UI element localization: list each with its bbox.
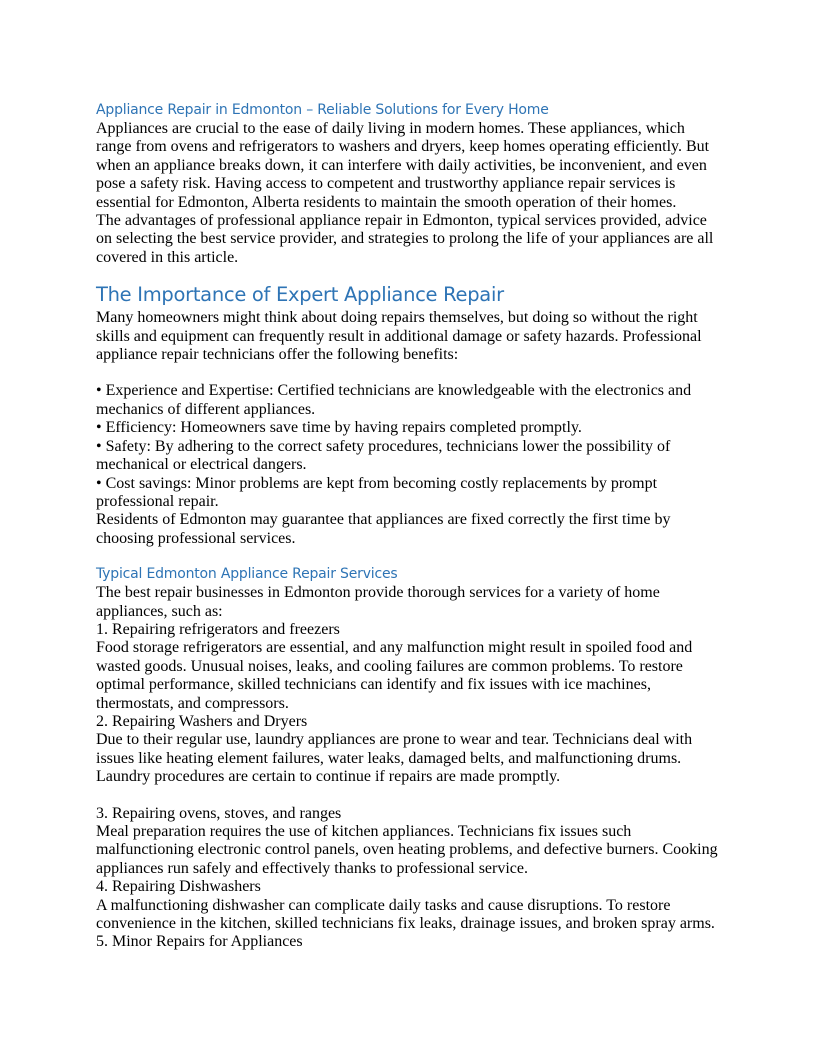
services-intro-paragraph: The best repair businesses in Edmonton provide thorough services for a variety of home appliances, such as: (96, 584, 660, 620)
service-title-dishwashers: 4. Repairing Dishwashers (96, 878, 261, 896)
service-text-refrigerators: Food storage refrigerators are essential, and any malfunction might result in spoiled food and wasted goods. Unusual noises, leaks, and cooling failures are common problems. To restore optimal performance, skilled technicians can identify and fix issues with ice machines, thermostats, and compressors. (96, 639, 693, 712)
service-text-ovens-stoves: Meal preparation requires the use of kitchen appliances. Technicians fix issues such malfunctioning electronic control panels, oven heating problems, and defective burners. Cooking appliances run safely and effectively thanks to professional service. (96, 823, 718, 877)
heading-appliance-repair-edmonton: Appliance Repair in Edmonton – Reliable Solutions for Every Home (96, 102, 549, 118)
heading-typical-services: Typical Edmonton Appliance Repair Services (96, 566, 398, 583)
service-text-dishwashers: A malfunctioning dishwasher can complicate daily tasks and cause disruptions. To restore convenience in the kitchen, skilled technicians fix leaks, drainage issues, and broken spray arms. (96, 896, 715, 933)
service-title-washers-dryers: 2. Repairing Washers and Dryers (96, 712, 308, 730)
service-text-washers-dryers: Due to their regular use, laundry appliances are prone to wear and tear. Technicians deal with issues like heating element failures, water leaks, damaged belts, and malfunctioning drums. Laundry procedures are certain to continue if repairs are made promptly. (96, 731, 693, 786)
document-page (96, 96, 721, 952)
benefit-safety: • Safety: By adhering to the correct safety procedures, technicians lower the possibility of mechanical or electrical dangers. (96, 437, 671, 474)
article-overview-paragraph: The advantages of professional appliance repair in Edmonton, typical services provided, advice on selecting the best service provider, and strategies to prolong the life of your appliances are all covered in this article. (96, 212, 714, 266)
spacer (96, 787, 721, 805)
benefit-cost-savings: • Cost savings: Minor problems are kept from becoming costly replacements by prompt professional repair. (96, 474, 658, 510)
spacer (96, 364, 721, 382)
service-title-ovens-stoves: 3. Repairing ovens, stoves, and ranges (96, 804, 342, 822)
service-title-refrigerators: 1. Repairing refrigerators and freezers (96, 620, 340, 638)
benefit-efficiency: • Efficiency: Homeowners save time by having repairs completed promptly. (96, 419, 582, 437)
heading-importance-expert-repair: The Importance of Expert Appliance Repair (96, 283, 504, 307)
importance-closing-paragraph: Residents of Edmonton may guarantee that appliances are fixed correctly the first time by choosing professional services. (96, 511, 671, 547)
benefit-experience: • Experience and Expertise: Certified technicians are knowledgeable with the electronics and mechanics of different appliances. (96, 382, 692, 418)
service-title-minor-repairs: 5. Minor Repairs for Appliances (96, 933, 303, 951)
intro-paragraph: Appliances are crucial to the ease of daily living in modern homes. These appliances, which range from ovens and refrigerators to washers and dryers, keep homes operating efficiently. But when an appliance breaks down, it can interfere with daily activities, be inconvenient, and even pose a safety risk. Having access to competent and trustworthy appliance repair services is essential for Edmonton, Alberta residents to maintain the smooth operation of their homes. (96, 120, 710, 211)
importance-intro-paragraph: Many homeowners might think about doing repairs themselves, but doing so without the right skills and equipment can frequently result in additional damage or safety hazards. Professional appliance repair technicians offer the following benefits: (96, 309, 702, 364)
